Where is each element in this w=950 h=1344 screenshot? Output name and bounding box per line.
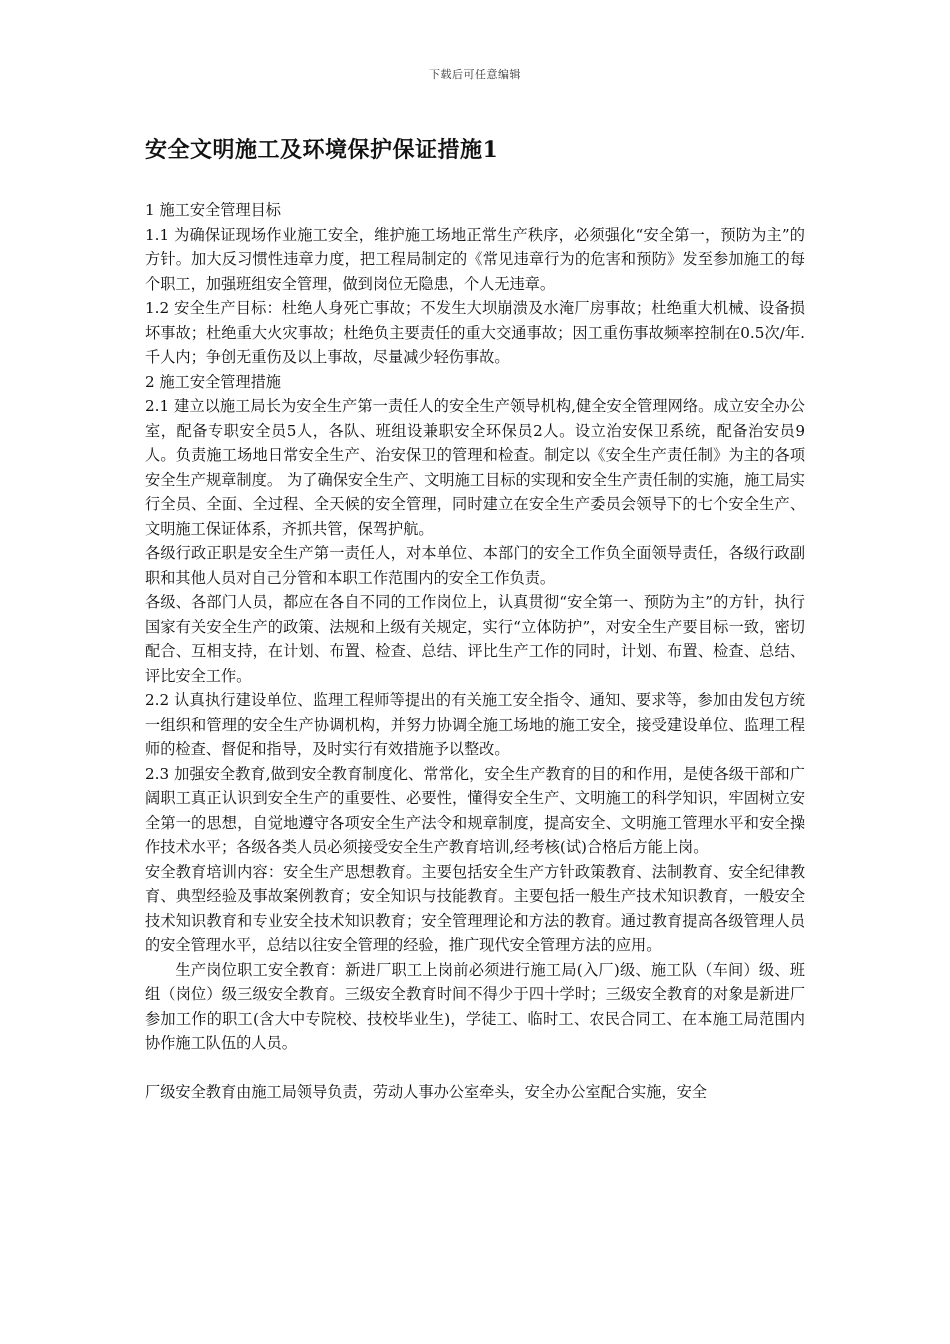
paragraph-departments: 各级、各部门人员，都应在各自不同的工作岗位上，认真贯彻“安全第一、预防为主”的方针，执行国家有关安全生产的政策、法规和上级有关规定，实行“立体防护”，对安全生产要目标一致，密切配合、互相支持，在计划、布置、检查、总结、评比生产工作的同时，计划、布置、检查、总结、评比安全工作。	[145, 593, 805, 685]
section-heading-2: 2 施工安全管理措施	[145, 372, 281, 391]
paragraph-worker-education: 生产岗位职工安全教育：新进厂职工上岗前必须进行施工局(入厂)级、施工队（车间）级、班组（岗位）级三级安全教育。三级安全教育时间不得少于四十学时；三级安全教育的对象是新进厂参加工作的职工(含大中专院校、技校毕业生)，学徒工、临时工、农民合同工、在本施工局范围内协作施工队伍的人员。	[145, 960, 805, 1052]
paragraph-factory-education: 厂级安全教育由施工局领导负责，劳动人事办公室牵头，安全办公室配合实施，安全	[145, 1082, 707, 1101]
paragraph-responsibility: 各级行政正职是安全生产第一责任人，对本单位、本部门的安全工作负全面领导责任，各级行政副职和其他人员对自己分管和本职工作范围内的安全工作负责。	[145, 544, 805, 587]
paragraph-1-1: 1.1 为确保证现场作业施工安全，维护施工场地正常生产秩序，必须强化“安全第一，预防为主”的方针。加大反习惯性违章力度，把工程局制定的《常见违章行为的危害和预防》发至参加施工的每个职工，加强班组安全管理，做到岗位无隐患，个人无违章。	[145, 225, 805, 293]
section-heading-1: 1 施工安全管理目标	[145, 201, 281, 219]
document-body	[145, 198, 805, 1104]
paragraph-2-2: 2.2 认真执行建设单位、监理工程师等提出的有关施工安全指令、通知、要求等，参加由发包方统一组织和管理的安全生产协调机构，并努力协调全施工场地的施工安全，接受建设单位、监理工程师的检查、督促和指导，及时实行有效措施予以整改。	[145, 691, 805, 758]
page-header: 下载后可任意编辑	[429, 68, 521, 81]
paragraph-1-2: 1.2 安全生产目标：杜绝人身死亡事故；不发生大坝崩溃及水淹厂房事故；杜绝重大机械、设备损坏事故；杜绝重大火灾事故；杜绝负主要责任的重大交通事故；因工重伤事故频率控制在0.5次/年.千人内；争创无重伤及以上事故，尽量减少轻伤事故。	[145, 299, 805, 366]
paragraph-2-1: 2.1 建立以施工局长为安全生产第一责任人的安全生产领导机构,健全安全管理网络。成立安全办公室，配备专职安全员5人，各队、班组设兼职安全环保员2人。设立治安保卫系统，配备治安员9人。负责施工场地日常安全生产、治安保卫的管理和检查。制定以《安全生产责任制》为主的各项安全生产规章制度。 为了确保安全生产、文明施工目标的实现和安全生产责任制的实施，施工局实行全员、全面、全过程、全天候的安全管理，同时建立在安全生产委员会领导下的七个安全生产、文明施工保证体系，齐抓共管，保驾护航。	[145, 397, 805, 538]
paragraph-training-content: 安全教育培训内容：安全生产思想教育。主要包括安全生产方针政策教育、法制教育、安全纪律教育、典型经验及事故案例教育；安全知识与技能教育。主要包括一般生产技术知识教育，一般安全技术知识教育和专业安全技术知识教育；安全管理理论和方法的教育。通过教育提高各级管理人员的安全管理水平，总结以往安全管理的经验，推广现代安全管理方法的应用。	[145, 862, 805, 954]
paragraph-2-3: 2.3 加强安全教育,做到安全教育制度化、常常化，安全生产教育的目的和作用，是使各级干部和广阔职工真正认识到安全生产的重要性、必要性，懂得安全生产、文明施工的科学知识，牢固树立安全第一的思想，自觉地遵守各项安全生产法令和规章制度，提高安全、文明施工管理水平和安全操作技术水平；各级各类人员必须接受安全生产教育培训,经考核(试)合格后方能上岗。	[145, 764, 805, 856]
document-title: 安全文明施工及环境保护保证措施1	[145, 137, 499, 163]
